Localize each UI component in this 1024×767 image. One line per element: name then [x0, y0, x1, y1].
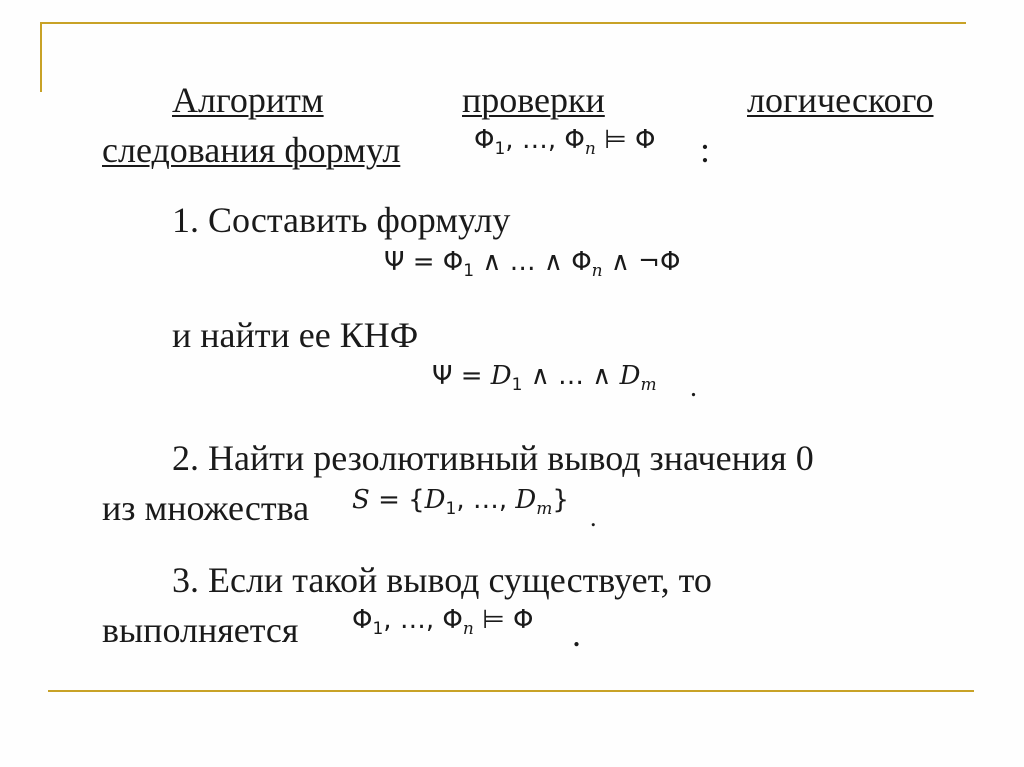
- step-3-period: .: [572, 614, 581, 654]
- formula-entailment-heading: $\Phi_1$, …, $\Phi_n$ ⊨ Φ: [474, 125, 656, 160]
- formula-psi-cnf: $\Psi = D_1$ ∧ … ∧ $D_m$: [432, 361, 657, 396]
- heading-colon: :: [700, 130, 711, 170]
- formula-psi-conjunction: $\Psi = \Phi_1$ ∧ … ∧ $\Phi_n$ ∧ ¬Φ: [384, 247, 681, 282]
- formula-set-s: $S = \{D_1$, …, $D_m$}: [352, 485, 569, 520]
- heading-word-3: логического: [747, 80, 934, 120]
- heading-word-2: проверки: [462, 80, 605, 120]
- formula-entailment-result: $\Phi_1$, …, $\Phi_n$ ⊨ Φ: [352, 605, 534, 640]
- step-3-line-2: выполняется: [102, 610, 299, 650]
- left-rule: [40, 22, 42, 92]
- step-1-text: 1. Составить формулу: [172, 200, 511, 240]
- step-1-find-knf: и найти ее КНФ: [172, 315, 419, 355]
- heading-line-2: следования формул: [102, 130, 401, 170]
- bottom-rule: [48, 690, 974, 692]
- step-1-period: .: [690, 372, 697, 403]
- top-rule: [40, 22, 966, 24]
- step-2-period: .: [590, 503, 597, 532]
- step-3-line-1: 3. Если такой вывод существует, то: [172, 560, 712, 600]
- step-2-line-2: из множества: [102, 488, 310, 528]
- step-2-line-1: 2. Найти резолютивный вывод значения 0: [172, 438, 814, 478]
- heading-word-1: Алгоритм: [172, 80, 324, 120]
